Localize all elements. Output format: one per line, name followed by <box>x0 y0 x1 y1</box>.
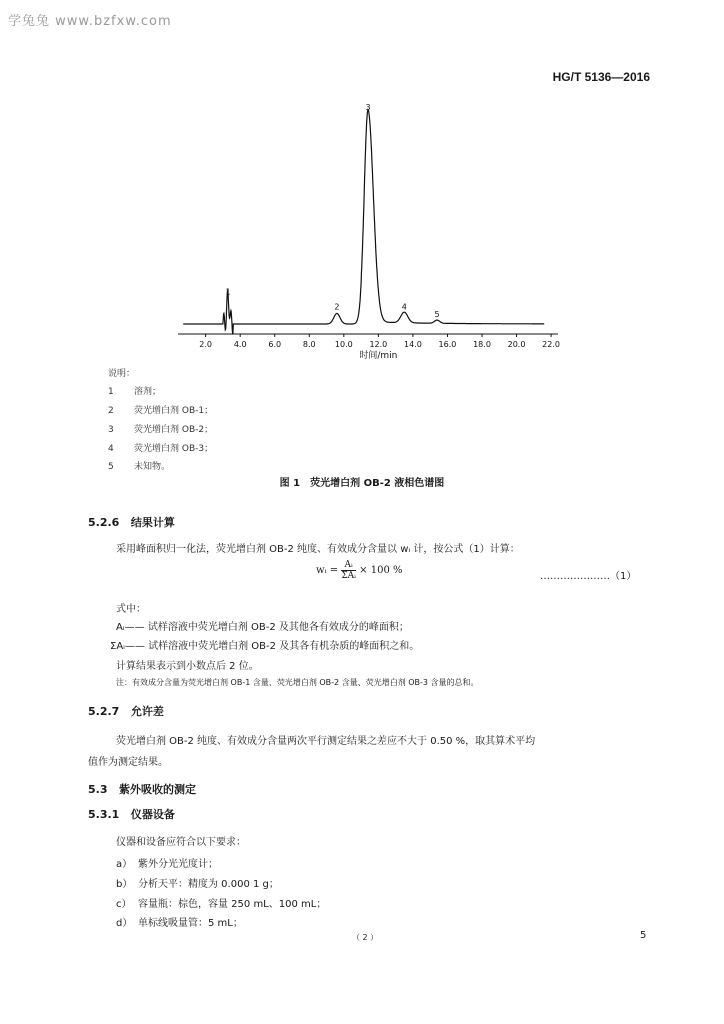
x-tick-label: 22.0 <box>542 340 560 349</box>
legend-item: 1 溶剂； <box>108 387 162 397</box>
section-heading-5-2-7: 5.2.7 允许差 <box>88 705 164 718</box>
peak-label: 4 <box>401 302 407 312</box>
peak-label: 1 <box>225 287 231 297</box>
paragraph: 采用峰面积归一化法，荧光增白剂 OB-2 纯度、有效成分含量以 wᵢ 计，按公式（1）计算： <box>116 544 520 555</box>
section-heading-5-3-1: 5.3.1 仪器设备 <box>88 808 175 821</box>
legend-item: 5 未知物。 <box>108 462 171 472</box>
page-number: 5 <box>640 930 647 941</box>
figure-caption: 图 1 荧光增白剂 OB-2 液相色谱图 <box>279 478 445 489</box>
section-heading-5-2-6: 5.2.6 结果计算 <box>88 516 175 529</box>
definition: Aᵢ—— 试样溶液中荧光增白剂 OB-2 及其他各有效成分的峰面积； <box>116 622 409 633</box>
paragraph: 值作为测定结果。 <box>88 757 168 768</box>
x-tick-label: 8.0 <box>302 340 316 349</box>
list-item: a） 紫外分光光度计； <box>116 859 218 870</box>
formula: wᵢ = $\frac{\text{Aᵢ}}{\text{ΣAᵢ}}$ × 100 % <box>316 560 403 581</box>
paragraph: 计算结果表示到小数点后 2 位。 <box>116 661 259 672</box>
formula-number: …………………（1） <box>540 571 637 582</box>
chromatogram-chart <box>170 98 570 360</box>
where-label: 式中： <box>116 604 146 615</box>
peak-label: 2 <box>334 302 340 312</box>
footer-center: （ 2 ） <box>352 933 379 942</box>
list-item: d） 单标线吸量管：5 mL； <box>116 918 243 929</box>
paragraph: 荧光增白剂 OB-2 纯度、有效成分含量两次平行测定结果之差应不大于 0.50 %，取其算术平均 <box>116 736 536 747</box>
x-tick-label: 20.0 <box>507 340 526 349</box>
x-tick-label: 18.0 <box>473 340 491 349</box>
x-axis-label: 时间/min <box>359 351 398 360</box>
note: 注：有效成分含量为荧光增白剂 OB-1 含量、荧光增白剂 OB-2 含量、荧光增白剂 OB-3 含量的总和。 <box>116 678 479 687</box>
peak-label: 3 <box>365 103 371 112</box>
definition: ΣAᵢ—— 试样溶液中荧光增白剂 OB-2 及其各有机杂质的峰面积之和。 <box>110 641 420 652</box>
legend-title: 说明： <box>108 369 136 379</box>
x-tick-label: 2.0 <box>199 340 213 349</box>
legend-item: 4 荧光增白剂 OB-3； <box>108 444 214 454</box>
peak-label: 5 <box>434 309 440 319</box>
watermark: 学兔兔 www.bzfxw.com <box>8 14 172 29</box>
legend-item: 3 荧光增白剂 OB-2； <box>108 425 214 435</box>
x-tick-label: 16.0 <box>438 340 457 349</box>
list-item: b） 分析天平：精度为 0.000 1 g； <box>116 879 279 890</box>
section-heading-5-3: 5.3 紫外吸收的测定 <box>88 783 196 796</box>
standard-number: HG/T 5136—2016 <box>552 70 650 84</box>
list-item: c） 容量瓶：棕色，容量 250 mL、100 mL； <box>116 899 327 910</box>
x-tick-label: 10.0 <box>334 340 353 349</box>
legend-item: 2 荧光增白剂 OB-1； <box>108 406 214 416</box>
x-tick-label: 6.0 <box>268 340 282 349</box>
x-tick-label: 12.0 <box>369 340 388 349</box>
x-tick-label: 14.0 <box>404 340 422 349</box>
x-tick-label: 4.0 <box>233 340 247 349</box>
chromatogram-trace <box>183 110 544 335</box>
paragraph: 仪器和设备应符合以下要求： <box>116 837 246 848</box>
